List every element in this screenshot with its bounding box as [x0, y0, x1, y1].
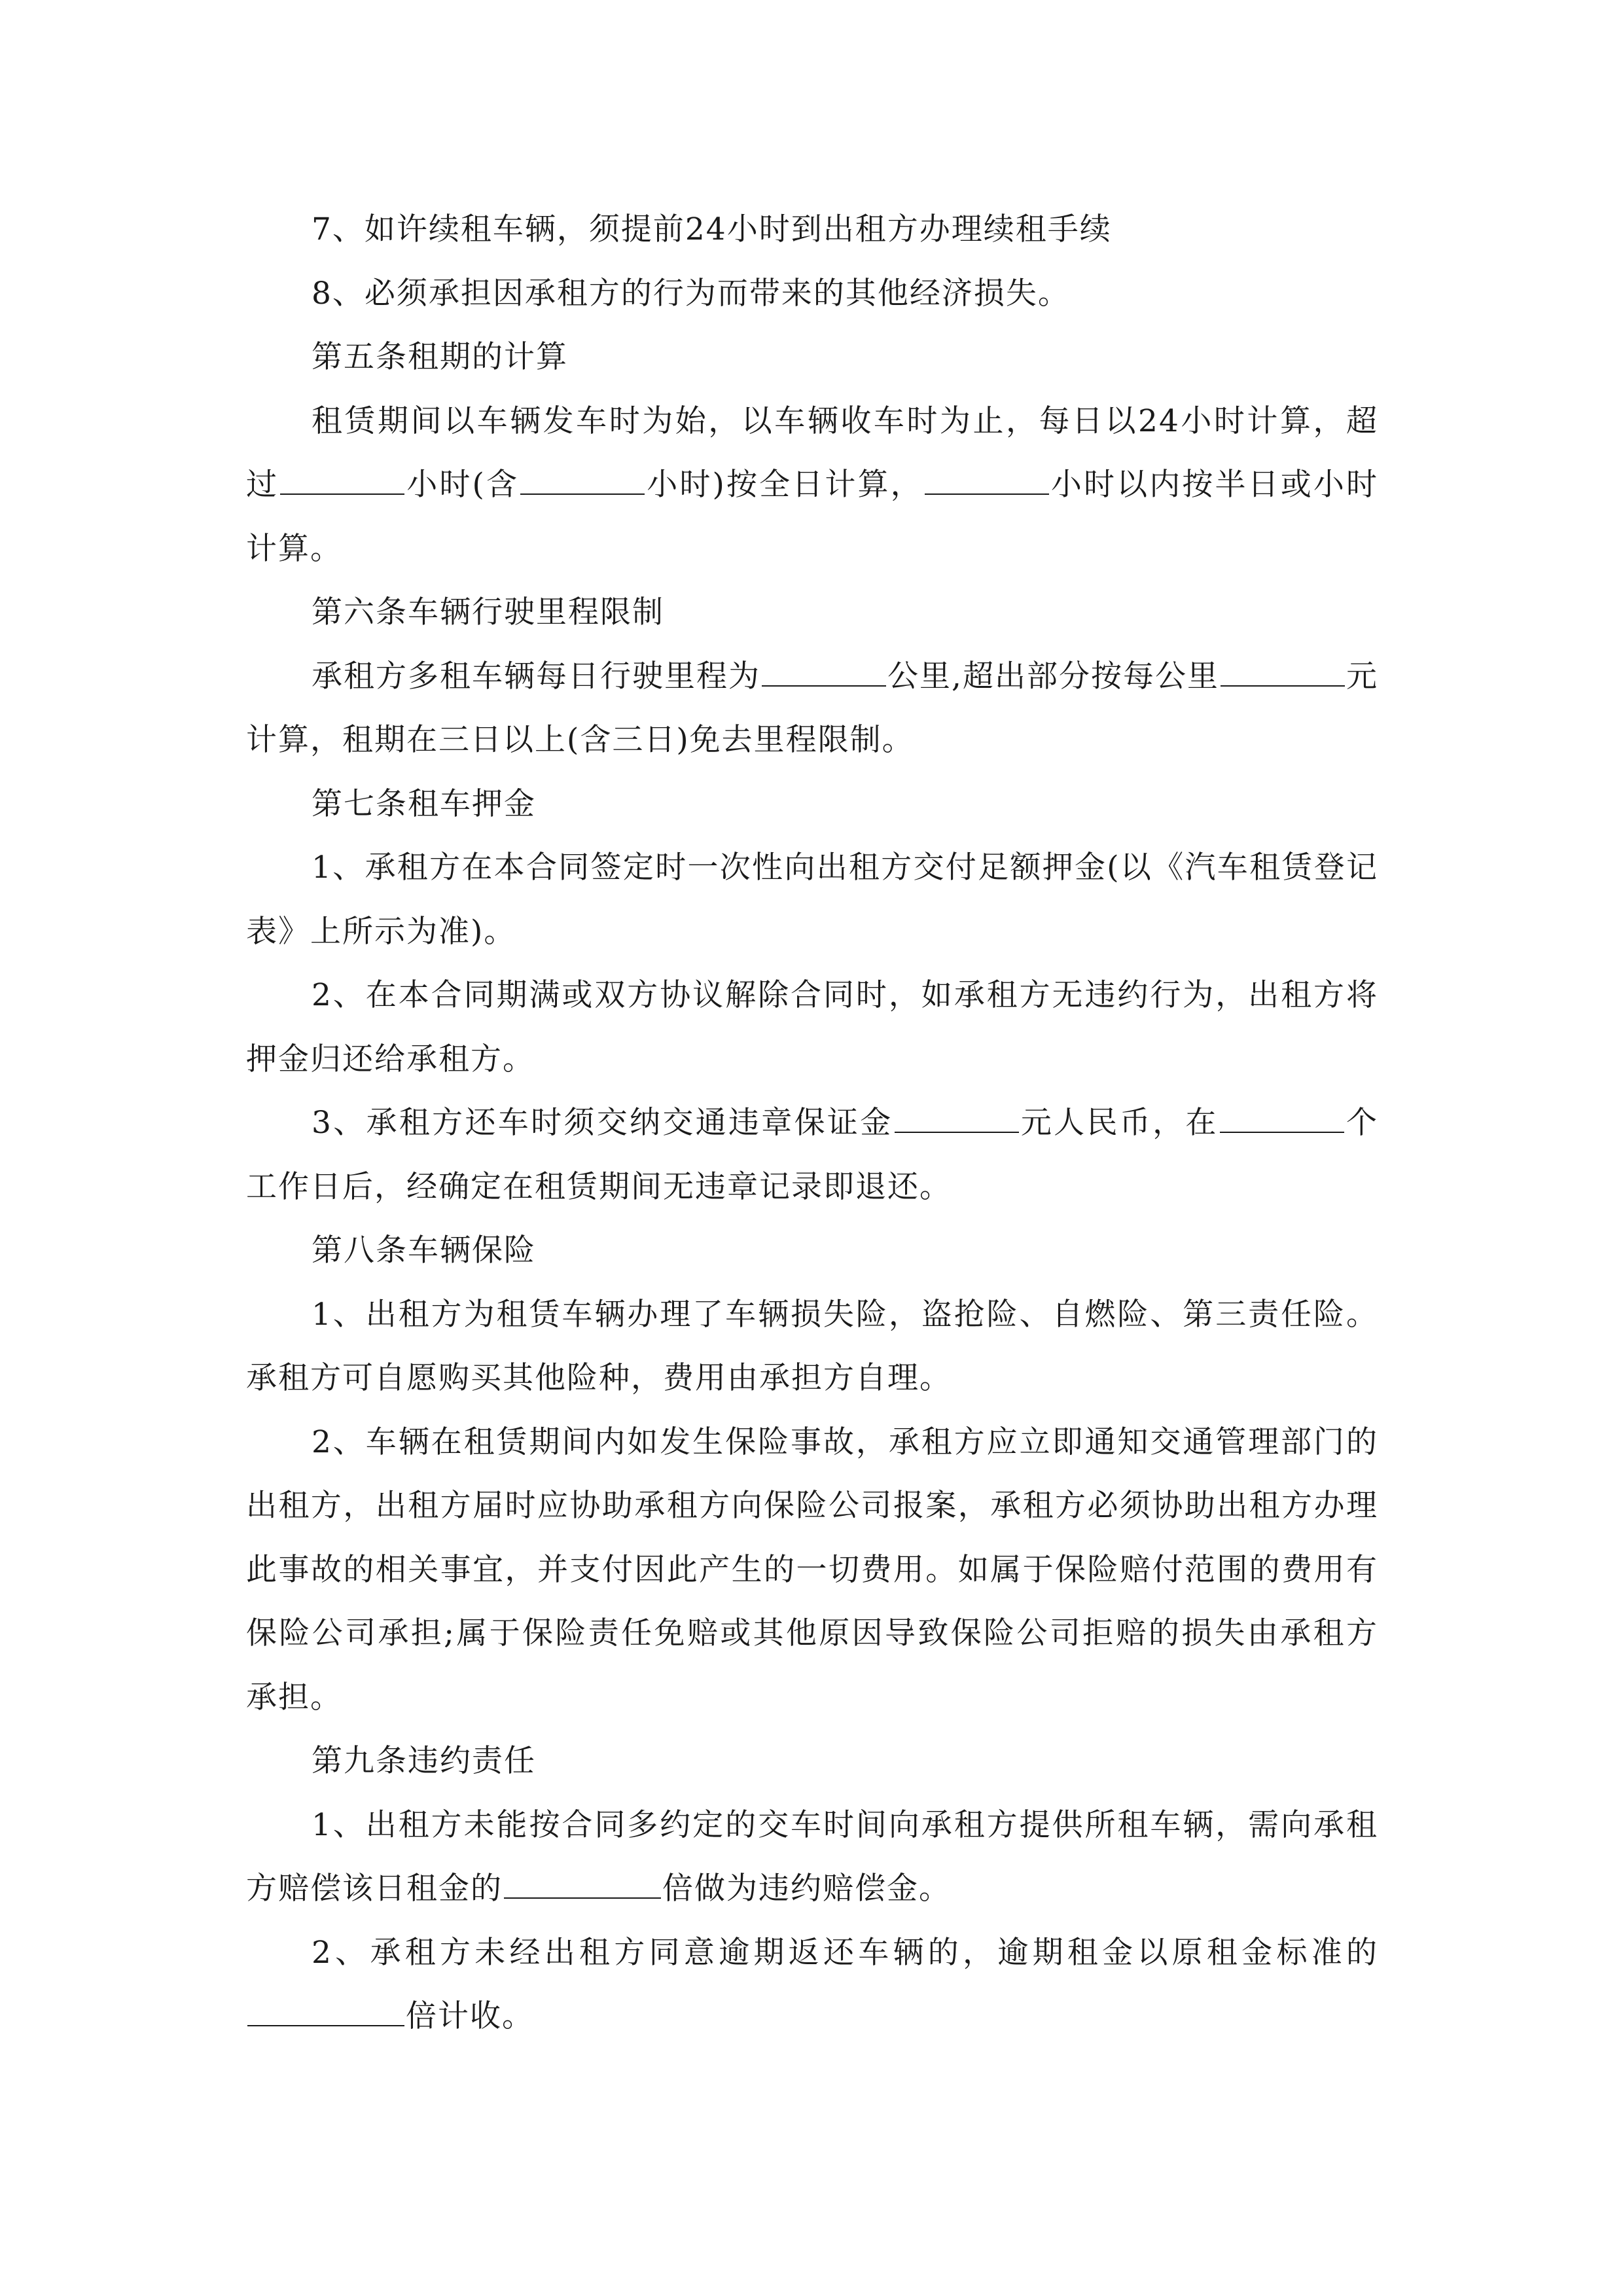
paragraph-deposit-2	[246, 963, 1378, 1091]
paragraph-liability-1	[246, 1793, 1378, 1921]
fill-in-blank[interactable]	[895, 1103, 1019, 1133]
paragraph-clause-8	[246, 262, 1378, 326]
paragraph-text: 倍计收。	[406, 1998, 534, 2034]
paragraph-text: 8、必须承担因承租方的行为而带来的其他经济损失。	[312, 275, 1070, 312]
heading-text: 第六条车辆行驶里程限制	[312, 594, 664, 630]
section-heading-8	[246, 1219, 1378, 1283]
paragraph-mileage-limit	[246, 645, 1378, 772]
paragraph-clause-7	[246, 198, 1378, 262]
paragraph-text: 小时)按全日计算，	[646, 467, 923, 503]
document-body	[246, 198, 1378, 2049]
fill-in-blank[interactable]	[504, 1869, 661, 1899]
fill-in-blank[interactable]	[1221, 656, 1345, 687]
paragraph-text: 倍做为违约赔偿金。	[662, 1871, 951, 1907]
fill-in-blank[interactable]	[520, 465, 645, 495]
paragraph-text: 公里,超出部分按每公里	[887, 658, 1219, 694]
paragraph-text: 1、承租方在本合同签定时一次性向出租方交付足额押金(以《汽车租赁登记表》上所示为准)。	[246, 850, 1378, 950]
paragraph-text: 个工作日后，经确定在租赁期间无违章记录即退还。	[246, 1105, 1379, 1205]
section-heading-6	[246, 581, 1378, 645]
paragraph-text: 3、承租方还车时须交纳交通违章保证金	[312, 1105, 893, 1141]
heading-text: 第九条违约责任	[312, 1743, 536, 1779]
fill-in-blank[interactable]	[247, 1996, 404, 2026]
fill-in-blank[interactable]	[925, 465, 1049, 495]
paragraph-text: 2、承租方未经出租方同意逾期返还车辆的，逾期租金以原租金标准的	[312, 1934, 1378, 1971]
paragraph-rental-period	[246, 389, 1378, 581]
section-heading-5	[246, 325, 1378, 389]
heading-text: 第八条车辆保险	[312, 1232, 536, 1268]
paragraph-text: 7、如许续租车辆，须提前24小时到出租方办理续租手续	[312, 211, 1112, 247]
paragraph-text: 1、出租方未能按合同多约定的交车时间向承租方提供所租车辆，需向承租方赔偿该日租金的	[246, 1806, 1378, 1907]
paragraph-insurance-2	[246, 1410, 1378, 1730]
section-heading-9	[246, 1729, 1378, 1793]
heading-text: 第五条租期的计算	[312, 339, 568, 375]
paragraph-insurance-1	[246, 1283, 1378, 1410]
paragraph-text: 元人民币，在	[1020, 1105, 1219, 1141]
paragraph-deposit-3	[246, 1091, 1378, 1219]
fill-in-blank[interactable]	[1220, 1103, 1344, 1133]
heading-text: 第七条租车押金	[312, 785, 536, 822]
paragraph-liability-2	[246, 1921, 1378, 2049]
paragraph-text: 1、出租方为租赁车辆办理了车辆损失险，盗抢险、自燃险、第三责任险。承租方可自愿购买其他险种，费用由承担方自理。	[246, 1296, 1378, 1396]
paragraph-text: 小时(含	[406, 467, 520, 503]
paragraph-text: 小时以内按半日或小时计算。	[246, 467, 1379, 567]
paragraph-text: 租赁期间以车辆发车时为始，以车辆收车时为止，每日以24小时计算，超过	[246, 403, 1378, 503]
paragraph-text: 元计算，租期在三日以上(含三日)免去里程限制。	[246, 658, 1379, 758]
fill-in-blank[interactable]	[280, 465, 404, 495]
paragraph-deposit-1	[246, 836, 1378, 963]
paragraph-text: 2、车辆在租赁期间内如发生保险事故，承租方应立即通知交通管理部门的出租方，出租方届时应协助承租方向保险公司报案，承租方必须协助出租方办理此事故的相关事宜，并支付因此产生的一切费用。如属于保险赔付范围的费用有保险公司承担;属于保险责任免赔或其他原因导致保险公司拒赔的损失由承租方承担。	[246, 1424, 1378, 1715]
paragraph-text: 2、在本合同期满或双方协议解除合同时，如承租方无违约行为，出租方将押金归还给承租方。	[246, 977, 1378, 1077]
section-heading-7	[246, 772, 1378, 836]
fill-in-blank[interactable]	[762, 656, 886, 687]
paragraph-text: 承租方多租车辆每日行驶里程为	[312, 658, 761, 694]
